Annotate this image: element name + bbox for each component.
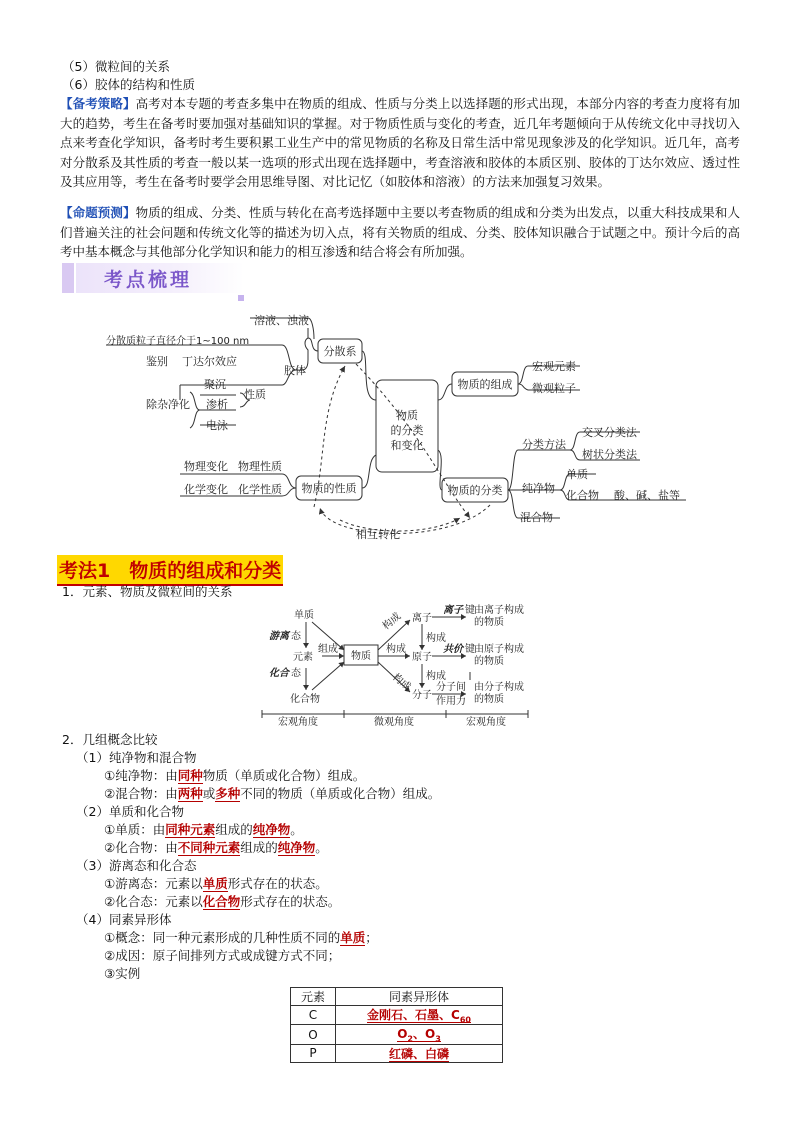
node-phys-prop: 物理性质 [238, 460, 282, 473]
node-macro-element: 宏观元素 [532, 360, 576, 373]
sub-1a-key: 同种 [177, 768, 203, 783]
sub-3-title: （3）游离态和化合态 [76, 858, 197, 873]
forecast-text: 物质的组成、分类、性质与转化在高考选择题中主要以考查物质的组成和分类为出发点，以重大科技成果和人们普遍关注的社会问题和传统文化等的描述为切入点，将有关物质的组成、分类、胶体知识融合于试题之中。预计今后的高考中基本概念与其他部分化学知识和能力的相互渗透和结合将会有所加强。 [60, 205, 740, 260]
allotrope-p: 红磷、白磷 [388, 1046, 449, 1061]
diag-ionic: 离子 [443, 605, 463, 616]
sub-1-title: （1）纯净物和混合物 [76, 750, 197, 765]
diag-compose: 组成 [318, 644, 338, 655]
sub-1b-key-2: 多种 [215, 786, 241, 801]
table-row [291, 1006, 503, 1025]
diag-compose-ion: 构成 [380, 611, 404, 633]
sub-2a-text-1: ①单质：由 [104, 822, 166, 837]
table-header-element: 元素 [291, 988, 336, 1006]
diag-free-state: 态 [291, 631, 301, 642]
sub-1b-text-3: 不同的物质（单质或化合物）组成。 [240, 786, 441, 801]
strategy-tag: 【备考策略】 [60, 96, 136, 111]
node-mixture: 混合物 [520, 511, 553, 524]
allotrope-c-sub: 60 [459, 1015, 471, 1025]
allotrope-c [367, 1008, 471, 1023]
sub-2a-key-2: 纯净物 [252, 822, 291, 837]
diag-by-ion-1: 由离子构成 [474, 605, 524, 616]
node-phys-change: 物理变化 [184, 460, 228, 473]
diag-compose-a: 构成 [426, 633, 446, 644]
sub-4a-key: 单质 [340, 930, 366, 945]
allotrope-o2-sub: 2 [407, 1034, 413, 1044]
intro-item-6: （6）胶体的结构和性质 [62, 77, 195, 92]
node-compound: 化合物 [566, 489, 599, 502]
diag-combined-state: 态 [291, 668, 301, 679]
sub-3a-text-1: ①游离态：元素以 [104, 876, 203, 891]
sub-4a-text-2: ； [365, 930, 378, 945]
node-composition: 物质的组成 [457, 378, 513, 391]
allotrope-c-text: 金刚石、石墨、C [367, 1008, 460, 1022]
node-dialysis: 渗析 [206, 398, 228, 411]
diag-free: 游离 [269, 631, 289, 642]
sub-1b-text-1: ②混合物：由 [104, 786, 178, 801]
diag-ion: 离子 [412, 613, 432, 624]
sub-1b-key-1: 两种 [177, 786, 203, 801]
allotrope-o3-sub: 3 [435, 1034, 441, 1044]
table-header-allotrope: 同素异形体 [336, 988, 503, 1006]
diag-by-mol-2: 的物质 [474, 694, 504, 705]
node-micro-particle: 微观粒子 [532, 382, 576, 395]
intro-item-5: （5）微粒间的关系 [62, 59, 170, 74]
node-solution: 溶液、浊液 [254, 314, 309, 327]
node-pure: 纯净物 [522, 482, 555, 495]
sub-1a-text-2: 物质（单质或化合物）组成。 [202, 768, 366, 783]
sub-2b [104, 839, 328, 857]
table-cell-allotrope [336, 1006, 503, 1025]
table-cell-allotrope [336, 1025, 503, 1044]
center-line-1: 物质 [396, 409, 418, 422]
sub-2b-text-1: ②化合物：由 [104, 840, 178, 855]
kaofa-title: 考法1 物质的组成和分类 [57, 555, 283, 586]
sub-2a-text-2: 组成的 [215, 822, 253, 837]
sub-1b-text-2: 或 [202, 786, 216, 801]
sub-3a-key: 单质 [202, 876, 228, 891]
diag-inter-1: 分子间 [436, 682, 466, 693]
node-classification: 物质的分类 [447, 484, 503, 497]
sub-2a-key-1: 同种元素 [165, 822, 216, 837]
diag-ionic-bond: 键 [465, 605, 475, 616]
sub-2b-text-2: 组成的 [240, 840, 278, 855]
node-cross: 交叉分类法 [582, 426, 637, 439]
diag-compose-atom: 构成 [386, 644, 406, 655]
diag-by-ion-2: 的物质 [474, 617, 504, 628]
node-props: 物质的性质 [301, 482, 357, 495]
node-property: 性质 [244, 388, 266, 401]
diag-micro: 微观角度 [374, 717, 414, 728]
center-line-3: 和变化 [390, 439, 424, 452]
table-row [291, 1044, 503, 1062]
sub-3b-text-2: 形式存在的状态。 [240, 894, 341, 909]
section-1-title: 1．元素、物质及微粒间的关系 [62, 584, 233, 599]
node-coagulate: 聚沉 [204, 378, 226, 391]
kaodian-title: 考点梳理 [104, 269, 193, 291]
diag-macro-right: 宏观角度 [466, 717, 506, 728]
node-chem-change: 化学变化 [184, 483, 228, 496]
diag-atom: 原子 [412, 652, 432, 663]
node-tyndall: 丁达尔效应 [182, 355, 237, 368]
node-acid-base-salt: 酸、碱、盐等 [614, 489, 680, 502]
node-dispersion: 分散系 [323, 345, 357, 358]
diag-covalent-bond: 键 [465, 644, 475, 655]
sub-1a [104, 767, 365, 785]
section-2-title: 2．几组概念比较 [62, 732, 158, 747]
sub-4-title: （4）同素异形体 [76, 912, 172, 927]
diag-inter-2: 作用力 [436, 696, 466, 707]
sub-2-title: （2）单质和化合物 [76, 804, 184, 819]
node-simple: 单质 [566, 468, 588, 481]
node-chem-prop: 化学性质 [238, 483, 282, 496]
node-identify: 鉴别 [146, 355, 168, 368]
allotrope-o [397, 1027, 441, 1042]
sub-2a-text-3: 。 [290, 822, 303, 837]
diag-compose-b: 构成 [426, 671, 446, 682]
diag-by-atom-1: 由原子构成 [474, 644, 524, 655]
table-header-row [291, 988, 503, 1006]
sub-3b-key: 化合物 [202, 894, 241, 909]
node-purify: 除杂净化 [146, 398, 190, 411]
table-cell-element: C [291, 1006, 336, 1025]
sub-1b [104, 785, 440, 803]
node-classify-method: 分类方法 [522, 438, 566, 451]
sub-2b-key-1: 不同种元素 [177, 840, 241, 855]
sub-4a [104, 929, 378, 947]
strategy-text: 高考对本专题的考查多集中在物质的组成、性质与分类上以选择题的形式出现，本部分内容的考查力度将有加大的趋势，考生在备考时要加强对基础知识的掌握。对于物质性质与变化的考查，近几年考题倾向于从传统文化中寻找切入点来考查化学知识，备考时考生要积累工业生产中的常见物质的名称及日常生活中常见现象涉及的化学知识。近几年，高考对分散系及其性质的考查一般以某一选项的形式出现在选择题中，考查溶液和胶体的本质区别、胶体的丁达尔效应、透过性及其应用等，考生在备考时要学会用思维导图、对比记忆（如胶体和溶液）的方法来加强复习效果。 [60, 96, 740, 190]
sub-4c: ③实例 [104, 966, 141, 981]
allotrope-o3-text: 、O [413, 1027, 436, 1042]
sub-2b-key-2: 纯净物 [277, 840, 316, 855]
diag-by-mol-1: 由分子构成 [474, 682, 524, 693]
forecast-tag: 【命题预测】 [60, 205, 136, 220]
table-cell-element: O [291, 1025, 336, 1044]
allotrope-table [290, 987, 503, 1063]
sub-1a-text-1: ①纯净物：由 [104, 768, 178, 783]
node-tree: 树状分类法 [582, 448, 637, 461]
node-size: 分散质粒子直径介于1~100 nm [106, 336, 250, 347]
sub-2b-text-3: 。 [315, 840, 328, 855]
table-row [291, 1025, 503, 1044]
sub-3b [104, 893, 340, 911]
sub-3a-text-2: 形式存在的状态。 [227, 876, 328, 891]
node-convert: 相互转化 [356, 528, 400, 541]
sub-3a [104, 875, 328, 893]
sub-2a [104, 821, 303, 839]
node-colloid: 胶体 [284, 364, 306, 377]
sub-4b: ②成因：原子间排列方式或成键方式不同； [104, 948, 341, 963]
sub-4a-text-1: ①概念：同一种元素形成的几种性质不同的 [104, 930, 341, 945]
diag-combined: 化合 [269, 668, 289, 679]
diag-molecule: 分子 [412, 690, 432, 701]
node-electrophoresis: 电泳 [206, 419, 228, 432]
diag-compose-molecule: 构成 [390, 671, 413, 694]
diag-element: 元素 [293, 652, 313, 663]
diag-compound: 化合物 [290, 694, 320, 705]
center-line-2: 的分类 [390, 424, 424, 437]
diag-by-atom-2: 的物质 [474, 656, 504, 667]
sub-3b-text-1: ②化合态：元素以 [104, 894, 203, 909]
diag-covalent: 共价 [443, 644, 463, 655]
table-cell-element: P [291, 1044, 336, 1062]
table-cell-allotrope [336, 1044, 503, 1062]
allotrope-o2-text: O [397, 1027, 408, 1042]
diag-matter: 物质 [351, 651, 371, 662]
diag-macro-left: 宏观角度 [278, 717, 318, 728]
diag-simple: 单质 [294, 610, 314, 621]
